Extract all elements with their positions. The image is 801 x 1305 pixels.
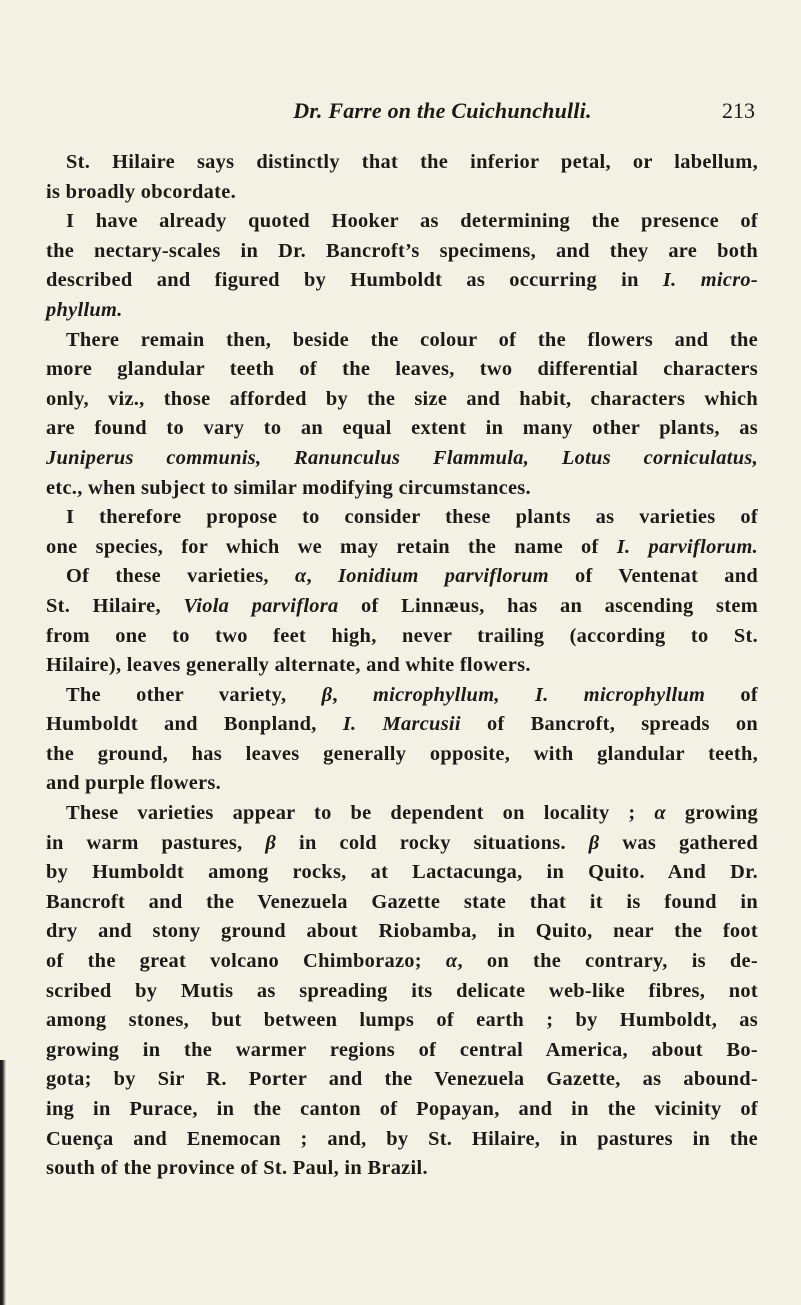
- italic-term: Viola parviflora: [183, 594, 339, 617]
- text-fragment: The other variety,: [66, 683, 322, 706]
- text-fragment: of the great volcano Chimborazo;: [46, 950, 446, 973]
- text-line: among stones, but between lumps of earth ; by Humboldt, as: [46, 1009, 758, 1032]
- text-line: more glandular teeth of the leaves, two differential characters: [46, 358, 758, 381]
- text-fragment: Humboldt and Bonpland,: [46, 713, 343, 736]
- text-line: [46, 947, 758, 977]
- text-line: growing in the warmer regions of central America, about Bo-: [46, 1038, 758, 1061]
- text-line: Hilaire), leaves generally alternate, and white flowers.: [46, 654, 531, 677]
- greek-letter: β: [321, 683, 333, 706]
- text-line: are found to vary to an equal extent in many other plants, as: [46, 417, 758, 440]
- text-line: etc., when subject to similar modifying circumstances.: [46, 476, 531, 499]
- text-line: [46, 829, 758, 859]
- text-fragment: in warm pastures,: [46, 831, 266, 854]
- text-fragment: of Linnæus, has an ascending stem: [338, 594, 758, 617]
- body-text: [46, 148, 758, 1184]
- text-line: ing in Purace, in the canton of Popayan, and in the vicinity of: [46, 1098, 758, 1120]
- text-fragment: one species, for which we may retain the name of: [46, 535, 617, 558]
- text-line: the nectary-scales in Dr. Bancroft’s specimens, and they are both: [46, 239, 758, 262]
- text-fragment: of: [705, 683, 759, 706]
- text-line: [46, 266, 758, 296]
- greek-letter: α: [445, 950, 458, 973]
- text-line: [46, 799, 758, 829]
- text-fragment: described and figured by Humboldt as occurring in: [46, 269, 663, 292]
- text-line: is broadly obcordate.: [46, 180, 237, 203]
- text-fragment: of Ventenat and: [548, 565, 759, 588]
- text-line: Bancroft and the Venezuela Gazette state that it is found in: [46, 890, 758, 913]
- text-line: There remain then, beside the colour of the flowers and the: [66, 328, 758, 351]
- italic-term: Ionidium parviflorum: [338, 565, 549, 588]
- italic-term: Juniperus communis, Ranunculus Flammula, Lotus corniculatus,: [46, 446, 758, 469]
- text-line: [46, 444, 758, 474]
- text-fragment: was gathered: [599, 831, 758, 854]
- greek-letter: α: [654, 802, 666, 825]
- italic-term: microphyllum, I. microphyllum: [372, 683, 706, 706]
- text-line: gota; by Sir R. Porter and the Venezuela Gazette, as abound-: [46, 1068, 758, 1091]
- text-fragment: ,: [306, 565, 339, 588]
- text-line: [46, 681, 758, 711]
- text-line: [46, 710, 758, 740]
- page-number: 213: [722, 98, 755, 123]
- text-line: from one to two feet high, never trailing (according to St.: [46, 624, 758, 647]
- greek-letter: β: [265, 831, 277, 854]
- italic-term: I. micro-: [662, 269, 759, 292]
- text-line: [46, 592, 758, 622]
- text-line: [46, 533, 758, 563]
- italic-term: I. parviflorum.: [616, 535, 759, 558]
- greek-letter: α: [294, 565, 307, 588]
- text-fragment: ,: [332, 683, 373, 706]
- greek-letter: β: [588, 831, 600, 854]
- italic-term: phyllum.: [46, 298, 123, 321]
- text-fragment: These varieties appear to be dependent on locality ;: [66, 802, 655, 825]
- running-header: [130, 98, 755, 128]
- text-line: and purple flowers.: [46, 772, 222, 795]
- text-line: Cuença and Enemocan ; and, by St. Hilaire, in pastures in the: [46, 1127, 758, 1150]
- text-line: dry and stony ground about Riobamba, in Quito, near the foot: [46, 920, 758, 943]
- text-line: I therefore propose to consider these plants as varieties of: [66, 506, 758, 529]
- text-line: I have already quoted Hooker as determining the presence of: [66, 210, 758, 233]
- text-line: by Humboldt among rocks, at Lactacunga, in Quito. And Dr.: [46, 861, 758, 884]
- text-fragment: growing: [666, 802, 758, 825]
- text-line: the ground, has leaves generally opposite, with glandular teeth,: [46, 742, 758, 765]
- text-line: only, viz., those afforded by the size and habit, characters which: [46, 387, 758, 410]
- text-fragment: , on the contrary, is de-: [457, 950, 758, 973]
- text-line: [46, 562, 758, 592]
- page-edge-shadow: [0, 1060, 6, 1305]
- running-title: Dr. Farre on the Cuichunchulli.: [293, 98, 592, 123]
- text-line: south of the province of St. Paul, in Brazil.: [46, 1157, 428, 1180]
- italic-term: I. Marcusii: [342, 713, 461, 736]
- text-line: St. Hilaire says distinctly that the inferior petal, or labellum,: [66, 151, 758, 173]
- text-line: scribed by Mutis as spreading its delicate web-like fibres, not: [46, 979, 758, 1002]
- text-fragment: Of these varieties,: [66, 565, 295, 588]
- text-fragment: of Bancroft, spreads on: [460, 713, 759, 736]
- text-line: [46, 296, 758, 326]
- text-fragment: in cold rocky situations.: [276, 831, 589, 854]
- text-fragment: St. Hilaire,: [46, 594, 184, 617]
